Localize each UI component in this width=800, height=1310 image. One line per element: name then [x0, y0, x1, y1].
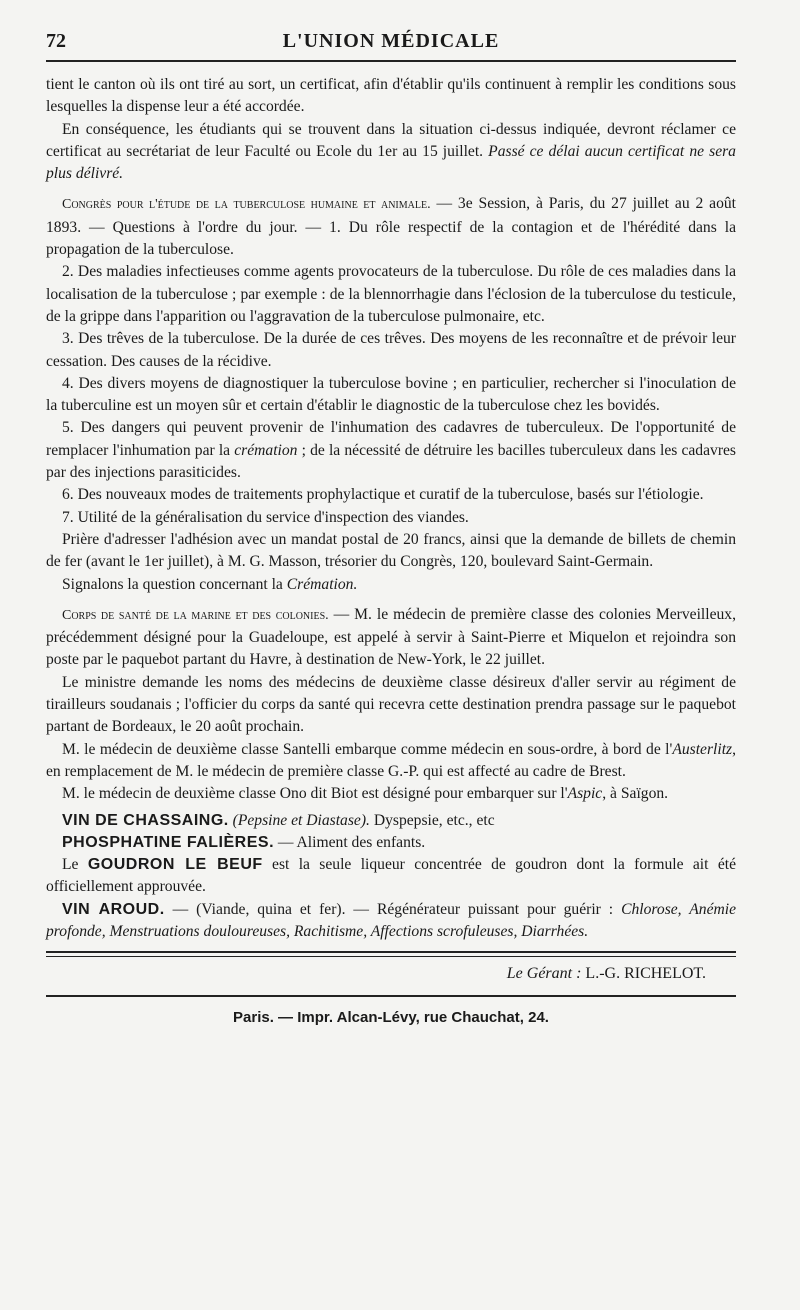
ad-aroud-title: VIN AROUD.	[62, 900, 165, 918]
congress-question-4: 4. Des divers moyens de diagnostiquer la tuberculose bovine ; en particulier, rechercher si l'inoculation de la tuberculine est un moyen sûr et certain d'établir le diagnostic de la tuberculose chez les bovidés.	[46, 374, 736, 415]
congress-intro-text: — 3e Session, à Paris, du 27 juillet au 2 août 1893. — Questions à l'ordre du jour. — 1. Du rôle respectif de la contagion et de l'hérédité dans la propagation de la tuberculose.	[46, 195, 737, 259]
article-body	[46, 74, 736, 943]
navy-p3-a: M. le médecin de deuxième classe Santelli embarque comme médecin en sous-ordre, à bord de l'	[62, 740, 673, 758]
navy-p4-b: , à Saïgon.	[602, 785, 669, 803]
congress-question-5	[46, 417, 736, 484]
imprint-rule	[46, 995, 736, 997]
ad-chassaing-text: Dyspepsie, etc., etc	[369, 811, 495, 829]
imprint-line: Paris. — Impr. Alcan-Lévy, rue Chauchat, 24.	[233, 1009, 549, 1027]
navy-heading: Corps de santé de la marine et des colonies.	[62, 607, 329, 623]
congress-question-7: 7. Utilité de la généralisation du service d'inspection des viandes.	[62, 508, 469, 526]
congress-intro	[46, 193, 736, 261]
journal-title: L'UNION MÉDICALE	[282, 30, 500, 52]
navy-p3-b: , en remplacement de M. le médecin de première classe G.-P. qui est affecté au cadre de Brest.	[46, 740, 736, 780]
ad-chassaing-italic: (Pepsine et Diastase).	[232, 811, 370, 829]
signal-text: Signalons la question concernant la	[62, 575, 287, 593]
ad-phosphatine-text: — Aliment des enfants.	[274, 833, 426, 851]
congress-signal	[46, 574, 736, 596]
page-header	[46, 26, 736, 60]
q5-text-a: 5. Des dangers qui peuvent provenir de l'inhumation des cadavres de tuberculeux. De l'opportunité de remplacer l'inhumation par la	[46, 419, 736, 459]
navy-p3-italic: Austerlitz	[672, 740, 733, 758]
navy-paragraph-2: Le ministre demande les noms des médecins de deuxième classe désireux d'aller servir au régiment de tirailleurs soudanais ; l'officier du corps da santé qui recevra cette destination prendra passage sur le paquebot partant de Bordeaux, le 20 août prochain.	[46, 673, 736, 736]
ad-chassaing-title: VIN DE CHASSAING.	[62, 811, 229, 829]
ad-aroud-text: — (Viande, quina et fer). — Régénérateur puissant pour guérir :	[164, 900, 622, 918]
deadline-note: Passé ce délai aucun certificat ne sera plus délivré.	[46, 142, 736, 183]
ad-phosphatine	[46, 832, 736, 854]
ad-aroud-italic: Chlorose, Anémie profonde, Menstruations douloureuses, Rachitisme, Affections scrofuleuses, Diarrhées.	[46, 900, 737, 940]
manager-name: L.-G. RICHELOT.	[585, 965, 706, 983]
page-number: 72	[46, 30, 66, 52]
ad-goudron-text: est la seule liqueur concentrée de goudron dont la formule ait été officiellement approuvée.	[46, 856, 736, 896]
intro-paragraph-2-text: En conséquence, les étudiants qui se trouvent dans la situation ci-dessus indiquée, devront réclamer ce certificat au secrétariat de leur Faculté ou Ecole du 1er au 15 juillet.	[46, 120, 736, 160]
navy-p1-text: — M. le médecin de première classe des colonies Merveilleux, précédemment désigné pour la Guadeloupe, est appelé à servir à Saint-Pierre et Miquelon et rejoindra son poste par le paquebot partant du Havre, à destination de New-York, le 22 juillet.	[46, 605, 736, 669]
congress-heading: Congrès pour l'étude de la tuberculose humaine et animale.	[62, 197, 431, 213]
navy-paragraph-4	[46, 783, 736, 805]
q5-text-b: ; de la nécessité de détruire les bacilles tuberculeux dans les cadavres par des injections parasiticides.	[46, 441, 737, 482]
navy-paragraph-1	[46, 604, 736, 672]
navy-p4-a: M. le médecin de deuxième classe Ono dit Biot est désigné pour embarquer sur l'	[62, 785, 568, 803]
intro-paragraph-1: tient le canton où ils ont tiré au sort, un certificat, afin d'établir qu'ils continuent à remplir les conditions sous lesquelles la dispense leur a été accordée.	[46, 76, 736, 116]
header-rule	[46, 60, 736, 62]
footer-rule	[46, 951, 736, 957]
congress-question-2: 2. Des maladies infectieuses comme agents provocateurs de la tuberculose. Du rôle de ces maladies dans la localisation de la tuberculose ; par exemple : de la blennorrhagie dans l'éclosion de la tuberculose du testicule, de la grippe dans l'apparition ou l'aggravation de la tuberculose pulmonaire, etc.	[46, 263, 736, 325]
signal-italic: Crémation.	[286, 575, 358, 593]
congress-question-3: 3. Des trêves de la tuberculose. De la durée de ces trêves. Des moyens de les reconnaître et de prévoir leur cessation. Des causes de la récidive.	[46, 330, 736, 370]
intro-paragraph-2	[46, 119, 736, 186]
page	[46, 26, 736, 1026]
congress-membership: Prière d'adresser l'adhésion avec un mandat postal de 20 francs, ainsi que la demande de billets de chemin de fer (avant le 1er juillet), à M. G. Masson, trésorier du Congrès, 120, boulevard Saint-Germain.	[46, 530, 736, 571]
ad-aroud	[46, 899, 736, 944]
ad-phosphatine-title: PHOSPHATINE FALIÈRES.	[62, 833, 275, 851]
congress-question-6: 6. Des nouveaux modes de traitements prophylactique et curatif de la tuberculose, basés sur l'étiologie.	[62, 486, 704, 504]
ad-goudron	[46, 854, 736, 899]
manager-signature	[46, 965, 736, 983]
manager-label: Le Gérant :	[506, 965, 586, 983]
ad-chassaing	[46, 810, 736, 832]
navy-p4-italic: Aspic	[567, 785, 603, 803]
navy-paragraph-3	[46, 739, 736, 784]
ad-goudron-pre: Le	[62, 856, 88, 874]
ad-goudron-title: GOUDRON LE BEUF	[87, 856, 263, 874]
q5-italic: crémation	[234, 441, 298, 459]
